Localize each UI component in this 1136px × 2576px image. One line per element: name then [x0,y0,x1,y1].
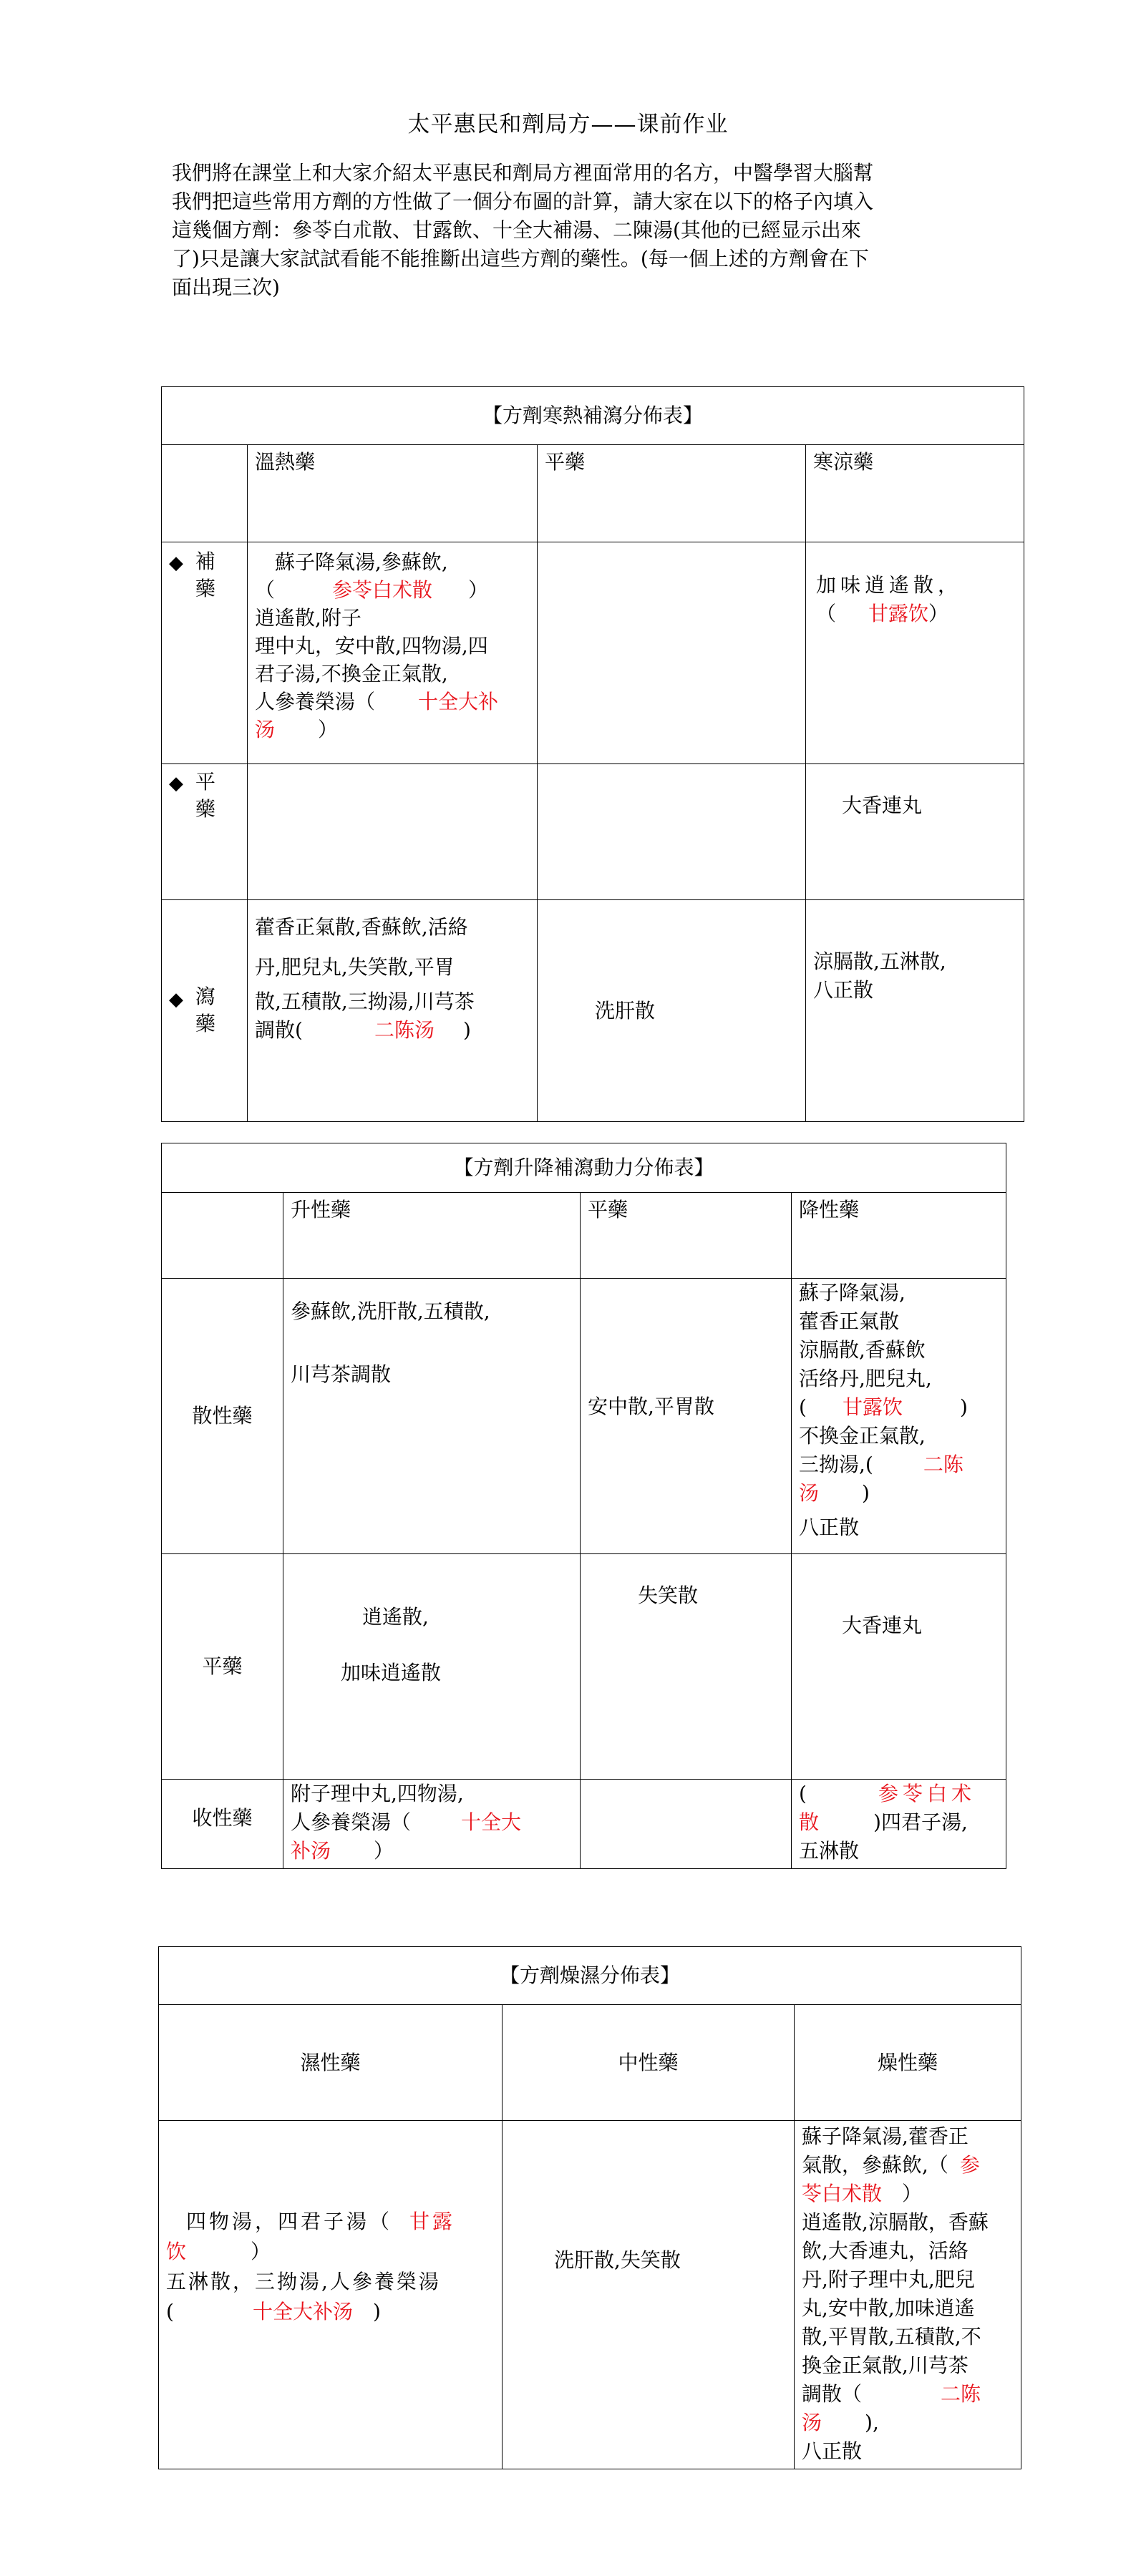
ascend-descend-table [161,1143,1006,1869]
intro-line: 這幾個方劑：參苓白朮散、甘露飲、十全大補湯、二陳湯(其他的已經显示出來 [172,218,861,242]
paren-close: ) [862,1481,870,1505]
answer-text: 汤 [255,718,276,741]
cell-cold-purge [806,900,1024,1122]
answer-text: 二陈汤 [374,1018,435,1042]
cell-text: 不換金正氣散, [799,1424,926,1448]
col-header: 升性藥 [283,1193,581,1279]
cell-text: 附子理中丸,四物湯, [291,1782,464,1805]
dry-wet-table [158,1946,1021,2469]
cell-text: 八正散 [802,2439,863,2463]
table-caption: 【方劑升降補瀉動力分佈表】 [162,1143,1006,1193]
cell-text: 洗肝散,失笑散 [554,2248,681,2272]
col-header: 中性藥 [503,2005,795,2121]
intro-line: 我們將在課堂上和大家介紹太平惠民和劑局方裡面常用的名方，中醫學習大腦幫 [172,161,874,185]
answer-text: 饮 [166,2240,187,2263]
paren-open: ( [799,1782,807,1805]
row-label-purge [162,900,248,1122]
row-label: 平藥 [195,770,215,821]
cell-text: 散,平胃散,五積散,不 [802,2325,981,2348]
cell-text: 大香連丸 [842,1614,923,1637]
cell-text: 加味逍遙散 [341,1661,442,1684]
row-label: 平藥 [162,1554,283,1780]
diamond-bullet-icon: ◆ [169,773,183,794]
cell-text: 人參養榮湯（ [291,1810,412,1834]
paren-close: ） [374,1839,394,1863]
paren-close: ) [959,1395,968,1419]
cell-text: 逍遙散,涼膈散，香蘇 [802,2210,989,2234]
cell-text: 參蘇飲,洗肝散,五積散, [291,1299,490,1323]
cell-text: 洗肝散 [595,998,656,1023]
cell-warm-neutral [248,764,538,900]
cell-text: 三拗湯,( [799,1453,873,1476]
cell-wet [159,2121,503,2469]
cell-text: 五淋散 [799,1839,860,1863]
cell-text: 飲,大香連丸，活絡 [802,2239,968,2263]
answer-text: 甘露饮 [842,1395,903,1419]
answer-text: 苓白术散 [802,2182,883,2205]
cell-cold-neutral [806,764,1024,900]
answer-text: 补汤 [291,1839,331,1863]
cell-text: 八正散 [799,1516,860,1539]
row-label: 補藥 [195,550,215,600]
cell-text: 涼膈散,五淋散, [813,950,946,973]
cell-cold-tonify [806,542,1024,764]
paren-close: ） [928,602,949,625]
cell-text: 活络丹,肥兒丸, [799,1367,932,1390]
col-header: 寒涼藥 [806,445,1024,542]
cell-warm-tonify [248,542,538,764]
col-header: 平藥 [538,445,806,542]
cell-neutral-purge [538,900,806,1122]
paren-close: ） [251,2240,271,2263]
cell-text: 氣散，參蘇飲,（ [802,2153,948,2177]
paren-close: ） [902,2182,923,2205]
paren-open: （ [816,602,837,625]
cell-text: 川芎茶調散 [291,1362,392,1386]
cell-down-neutral [792,1554,1006,1780]
answer-text: 参苓白术 [878,1782,976,1805]
answer-text: 参 [959,2153,980,2177]
cell-text: 五淋散，三拗湯,人參養榮湯 [166,2270,441,2293]
cell-text: 失笑散 [638,1584,699,1607]
row-label-neutral [162,764,248,900]
cell-text: 調散( [255,1018,303,1042]
answer-text: 甘露 [409,2210,456,2233]
intro-paragraph [172,159,970,302]
cell-text: 四物湯，四君子湯（ [186,2210,393,2233]
cell-neutral-neutral [538,764,806,900]
cell-warm-purge [248,900,538,1122]
cell-text: 藿香正氣散 [799,1309,900,1333]
intro-line: 我們把這些常用方劑的方性做了一個分布圖的計算，請大家在以下的格子內填入 [172,190,874,213]
cell-down-disperse [792,1279,1006,1554]
corner-cell [162,445,248,542]
row-label-tonify [162,542,248,764]
cell-text: 調散（ [802,2382,863,2406]
cell-text: 丸,安中散,加味逍遙 [802,2296,975,2320]
cell-text: 逍遙散,附子 [255,606,361,630]
cell-text: 八正散 [813,978,874,1002]
answer-text: 散 [799,1810,820,1834]
cell-up-neutral [283,1554,581,1780]
answer-text: 汤 [802,2411,822,2434]
cell-neutral-tonify [538,542,806,764]
cell-text: 丹,肥兒丸,失笑散,平胃 [255,955,455,979]
paren-open: （ [255,578,276,602]
answer-text: 十全大 [461,1810,522,1834]
table-caption: 【方劑寒熱補瀉分佈表】 [162,387,1024,445]
cell-text: 丹,附子理中丸,肥兒 [802,2268,975,2291]
cell-text: ), [865,2411,879,2434]
cell-text: 涼膈散,香蘇飲 [799,1338,926,1362]
cell-up-collect [283,1780,581,1869]
row-label: 收性藥 [162,1780,283,1869]
cell-neutral-collect [581,1780,792,1869]
paren-open: ( [166,2300,174,2323]
cell-text: 換金正氣散,川芎茶 [802,2353,968,2377]
intro-line: 面出現三次) [172,275,280,299]
cell-neutral-neutral [581,1554,792,1780]
answer-text: 十全大补汤 [252,2300,353,2323]
answer-text: 汤 [799,1481,820,1505]
table-caption: 【方劑燥濕分佈表】 [159,1947,1021,2005]
answer-text: 参苓白术散 [332,578,433,602]
answer-text: 二陈 [941,2382,981,2406]
diamond-bullet-icon: ◆ [169,988,183,1010]
cell-text: 蘇子降氣湯,藿香正 [802,2124,968,2148]
cell-text: 蘇子降氣湯,參蘇飲, [275,550,448,574]
cell-dry [795,2121,1021,2469]
document-title: 太平惠民和劑局方——课前作业 [407,112,729,137]
cell-neutral [503,2121,795,2469]
cell-up-disperse [283,1279,581,1554]
col-header: 平藥 [581,1193,792,1279]
cell-text: 大香連丸 [842,794,923,817]
paren-close: ) [372,2300,381,2323]
cell-text: 君子湯,不換金正氣散, [255,662,448,686]
col-header: 溫熱藥 [248,445,538,542]
corner-cell [162,1193,283,1279]
cell-text: 安中散,平胃散 [588,1395,714,1418]
paren-close: ） [468,578,489,602]
col-header: 燥性藥 [795,2005,1021,2121]
intro-line: 了)只是讓大家試試看能不能推斷出這些方劑的藥性。(每一個上述的方劑會在下 [172,247,869,270]
paren-close: ） [318,718,339,741]
cell-text: 散,五積散,三拗湯,川芎茶 [255,990,475,1013]
row-label: 散性藥 [162,1279,283,1554]
answer-text: 十全大补 [418,690,499,713]
cell-text: 藿香正氣散,香蘇飲,活絡 [255,915,468,939]
answer-text: 甘露饮 [868,602,929,625]
cold-hot-table [161,386,1024,1122]
cell-down-collect [792,1780,1006,1869]
cell-text: 人參養榮湯（ [255,690,376,713]
cell-text: 加味逍遙散， [816,573,963,597]
cell-text: 逍遙散, [362,1605,429,1629]
answer-text: 二陈 [923,1453,963,1476]
row-label: 瀉藥 [195,984,215,1035]
cell-neutral-disperse [581,1279,792,1554]
col-header: 濕性藥 [159,2005,503,2121]
cell-text: 蘇子降氣湯, [799,1281,906,1304]
cell-text: 理中丸，安中散,四物湯,四 [255,634,488,658]
col-header: 降性藥 [792,1193,1006,1279]
paren-close: ) [462,1018,471,1042]
diamond-bullet-icon: ◆ [169,552,183,574]
cell-text: )四君子湯, [873,1810,968,1834]
paren-open: ( [799,1395,807,1419]
